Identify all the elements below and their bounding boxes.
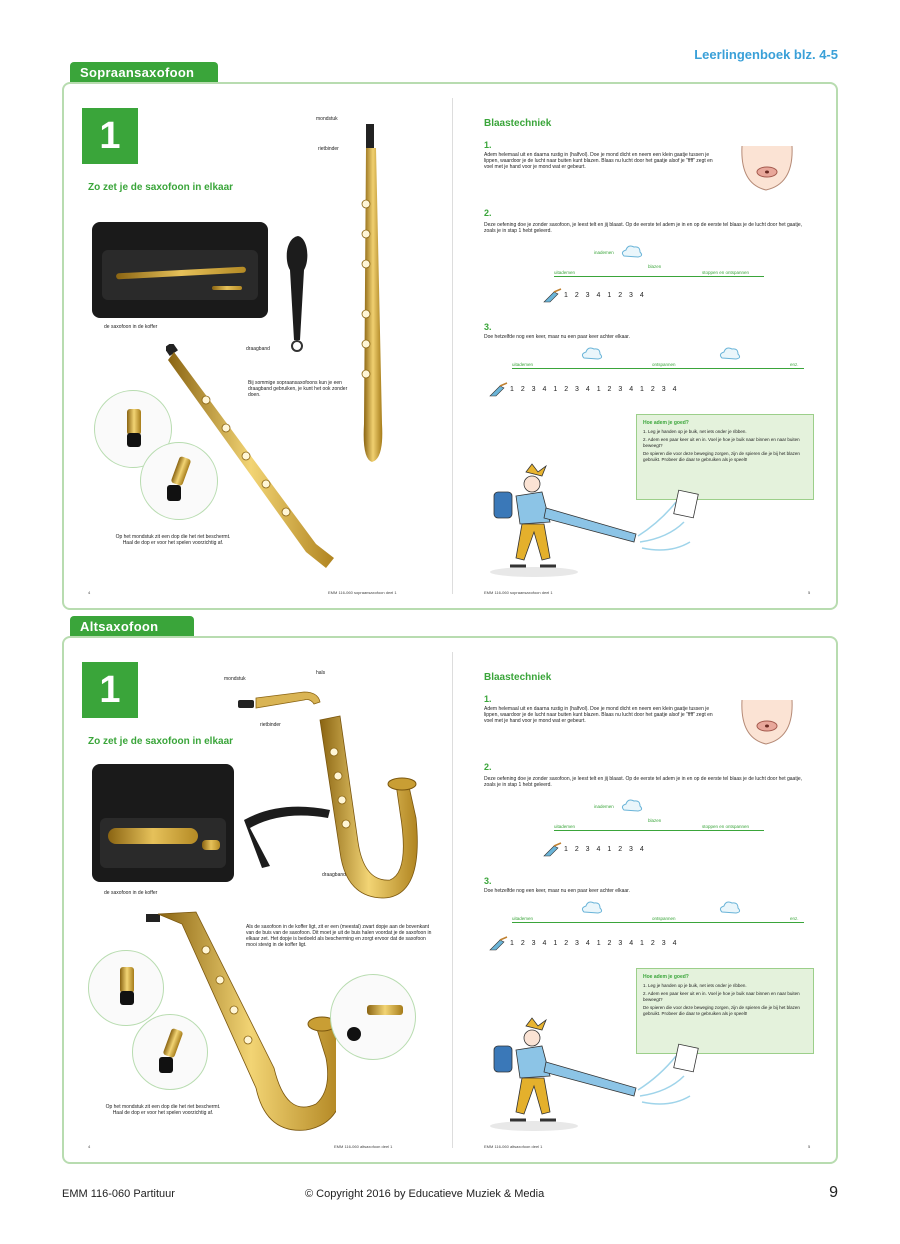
tip-line: 2. Adem een paar keer uit en in. Voel je hoe je buik naar binnen en naar buiten beweegt? [643,991,800,1002]
mouthpiece-with-cap-image [88,950,164,1026]
label-blazen: blazen [648,264,662,269]
label-uitademen: uitademen [554,824,576,829]
air-cloud-icon [620,798,644,814]
conductor-hand-icon [488,382,508,398]
label-enz: enz. [790,916,799,921]
label-stoppen: stoppen en ontspannen [702,270,750,275]
right-page-number: 5 [808,1144,811,1149]
left-page-number: 4 [88,1144,91,1149]
step-3-text: Doe hetzelfde nog een keer, maar nu een paar keer achter elkaar. [484,334,630,340]
tip-line: 1. Leg je handen op je buik, net iets onder je ribben. [643,983,747,988]
label-blazen: blazen [648,818,662,823]
boy-leafblower-cartoon [480,462,706,580]
conductor-hand-icon [542,288,562,304]
right-page-title: Blaastechniek [484,118,552,129]
label-neck: hals [316,670,326,676]
footer-copyright: © Copyright 2016 by Educatieve Muziek & Media [305,1188,545,1200]
tip-title: Hoe adem je goed? [643,974,689,980]
step-2-number: 2. [484,208,492,218]
left-page-footer: EMM 116-060 sopraansaxofoon deel 1 [328,590,397,595]
label-inademen: inademen [594,804,614,809]
right-page-number: 5 [808,590,811,595]
label-strap: draagband [246,346,270,352]
step-2-text: Deze oefening doe je zonder saxofoon, je leest telt en jij blaast. Op de eerste tel adem je in en op de eerste tel blaas je de lucht door het gaatje, zoals je in stap 1 hebt geleerd. [484,222,802,234]
air-cloud-icon [580,900,604,916]
step-2-counts: 1 2 3 4 1 2 3 4 [564,846,645,853]
mouthpiece-without-cap-image [132,1014,208,1090]
step-1-number: 1. [484,140,492,150]
label-uitademen-3: uitademen [512,916,534,921]
left-page-number: 4 [88,590,91,595]
tip-title: Hoe adem je goed? [643,420,689,426]
case-caption: de saxofoon in de koffer [104,324,158,330]
strap-image [278,230,318,360]
step-2-counts: 1 2 3 4 1 2 3 4 [564,292,645,299]
label-mouthpiece: mondstuk [316,116,338,122]
label-ligature: rietbinder [260,722,281,728]
case-caption: de saxofoon in de koffer [104,890,158,896]
cap-note: Op het mondstuk zit een dop die het riet beschermt. Haal de dop er voor het spelen voorzichtig af. [115,534,231,546]
air-cloud-icon [620,244,644,260]
conductor-hand-icon [488,936,508,952]
step-3-text: Doe hetzelfde nog een keer, maar nu een paar keer achter elkaar. [484,888,630,894]
mouthpiece-without-cap-image [140,442,218,520]
step-3-counts: 1 2 3 4 1 2 3 4 1 2 3 4 1 2 3 4 [510,386,677,393]
lesson-number: 1 [82,108,138,164]
air-cloud-icon [718,346,742,362]
label-uitademen: uitademen [554,270,576,275]
mouth-illustration [736,696,798,748]
step-3-number: 3. [484,876,492,886]
tip-line: De spieren die voor deze beweging zorgen, zijn de spieren die je bij het blazen gebruikt. Probeer die daar te gebruiken als je speelt! [643,451,800,462]
footer-publication-code: EMM 116-060 Partituur [62,1188,175,1200]
air-cloud-icon [580,346,604,362]
step-3-line [512,368,804,369]
label-stoppen: stoppen en ontspannen [702,824,750,829]
saxophone-case-image [92,222,268,318]
right-page-title: Blaastechniek [484,672,552,683]
lesson-title: Zo zet je de saxofoon in elkaar [88,736,234,747]
step-3-counts: 1 2 3 4 1 2 3 4 1 2 3 4 1 2 3 4 [510,940,677,947]
step-1-text: Adem helemaal uit en daarna rustig in (halfvol). Doe je mond dicht en neem een klein gaatje tussen je lippen, waardoor je de lucht naar buiten kunt blazen. Blaas nu lucht door het gaatje alsof je "ffff" zegt en voel met je hand voor je mond wat er gebeurt. [484,706,713,724]
neck-cap-image [330,974,416,1060]
left-page-footer: EMM 116-060 altsaxofoon deel 1 [334,1144,393,1149]
footer-page-number: 9 [829,1184,838,1201]
step-1-text: Adem helemaal uit en daarna rustig in (halfvol). Doe je mond dicht en neem een klein gaatje tussen je lippen, waardoor je de lucht naar buiten kunt blazen. Blaas nu lucht door het gaatje alsof je "ffff" zegt en voel met je hand voor je mond wat er gebeurt. [484,152,713,170]
tip-line: De spieren die voor deze beweging zorgen, zijn de spieren die je bij het blazen gebruikt. Probeer die daar te gebruiken als je speelt! [643,1005,800,1016]
lesson-number: 1 [82,662,138,718]
right-page-footer: EMM 116-060 sopraansaxofoon deel 1 [484,590,553,595]
label-enz: enz. [790,362,799,367]
section-sopraansaxofoon [62,82,838,610]
step-1-number: 1. [484,694,492,704]
conductor-hand-icon [542,842,562,858]
soprano-saxophone-vertical-image [342,124,402,469]
label-ontspannen-3: ontspannen [652,916,676,921]
tip-line: 2. Adem een paar keer uit en in. Voel je hoe je buik naar binnen en naar buiten beweegt? [643,437,800,448]
label-ontspannen-3: ontspannen [652,362,676,367]
right-page-footer: EMM 116-060 altsaxofoon deel 1 [484,1144,543,1149]
boy-leafblower-cartoon [480,1016,706,1134]
lesson-title: Zo zet je de saxofoon in elkaar [88,182,234,193]
air-cloud-icon [718,900,742,916]
step-3-line [512,922,804,923]
label-uitademen-3: uitademen [512,362,534,367]
mouth-illustration [736,142,798,194]
tab-sopraansaxofoon: Sopraansaxofoon [70,62,218,84]
saxophone-case-image [92,764,234,882]
page-divider [452,98,453,594]
label-mouthpiece: mondstuk [224,676,246,682]
step-2-line [554,276,764,277]
page-divider [452,652,453,1148]
label-strap: draagband [322,872,346,878]
step-2-text: Deze oefening doe je zonder saxofoon, je leest telt en jij blaast. Op de eerste tel adem je in en op de eerste tel blaas je de lucht door het gaatje, zoals je in stap 1 hebt geleerd. [484,776,802,788]
section-altsaxofoon [62,636,838,1164]
step-2-number: 2. [484,762,492,772]
step-3-number: 3. [484,322,492,332]
alto-saxophone-upright-image [300,712,420,902]
body-note: Als de saxofoon in de koffer ligt, zit er een (meestal) zwart dopje aan de bovenkant van de buis van de saxofoon. Dit moet je uit de buis halen voordat je de saxofoon in elkaar zet. Het dopje is bedoeld als bescherming en zorgt ervoor dat de saxofoon mooi stevig in de koffer ligt. [246,924,432,948]
cap-note: Op het mondstuk zit een dop die het riet beschermt. Haal de dop er voor het spelen voorzichtig af. [105,1104,221,1116]
label-inademen: inademen [594,250,614,255]
label-ligature: rietbinder [318,146,339,152]
book-page-reference: Leerlingenboek blz. 4-5 [694,47,838,62]
step-2-line [554,830,764,831]
tip-line: 1. Leg je handen op je buik, net iets onder je ribben. [643,429,747,434]
tab-altsaxofoon: Altsaxofoon [70,616,194,638]
strap-note: Bij sommige sopraansaxofoons kun je een draagband gebruiken, je kunt het ook zonder doen. [248,380,348,398]
